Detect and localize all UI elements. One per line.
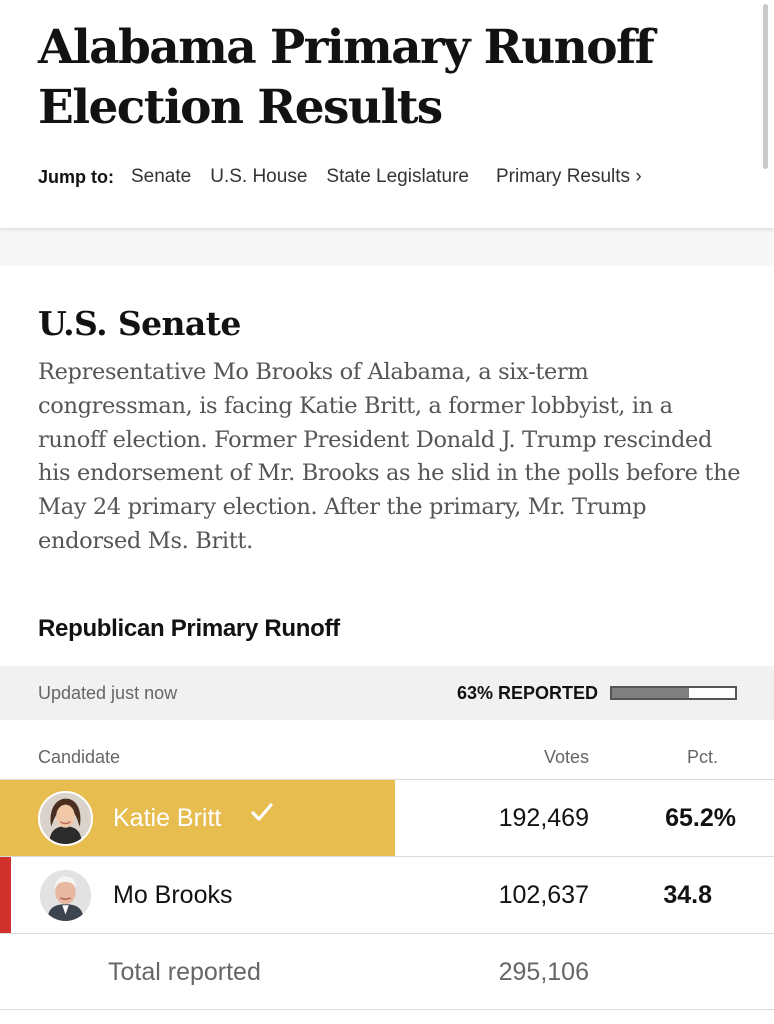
total-votes: 295,106 [498, 958, 589, 986]
winner-check-icon [250, 800, 274, 824]
total-reported-label: Total reported [108, 958, 261, 986]
table-row [0, 856, 774, 933]
candidate-avatar-katie-britt [38, 791, 93, 846]
jump-link-state-legislature[interactable]: State Legislature [326, 166, 469, 187]
party-color-stripe [0, 857, 11, 933]
jump-to-nav [38, 164, 661, 190]
race-title: Republican Primary Runoff [38, 615, 340, 642]
candidate-pct: 65.2% [665, 804, 736, 832]
column-header-candidate: Candidate [38, 747, 121, 767]
jump-to-label: Jump to: [38, 166, 114, 187]
senate-section [0, 266, 774, 1024]
updated-timestamp: Updated just now [38, 683, 178, 703]
table-row [0, 779, 774, 856]
reported-percentage: 63% REPORTED [457, 683, 599, 703]
column-header-pct: Pct. [686, 747, 718, 767]
candidate-votes: 102,637 [498, 881, 589, 909]
header-card [0, 0, 774, 228]
jump-link-primary-results[interactable]: Primary Results › [495, 166, 642, 187]
candidate-name: Katie Britt [113, 804, 222, 832]
jump-link-senate[interactable]: Senate [131, 166, 192, 187]
candidate-avatar-mo-brooks [38, 868, 93, 923]
total-row [0, 933, 774, 1010]
candidate-pct: 34.8 [663, 881, 712, 909]
section-title: U.S. Senate [38, 304, 241, 343]
candidate-votes: 192,469 [498, 804, 589, 832]
section-description: Representative Mo Brooks of Alabama, a six-term congressman, is facing Katie Britt, a former lobbyist, in a runoff election. Former President Donald J. Trump rescinded his endorsement of Mr. Brooks as he slid in the polls before the May 24 primary election. After the primary, Mr. Trump endorsed Ms. Britt. [38, 359, 741, 554]
jump-link-us-house[interactable]: U.S. House [210, 166, 308, 187]
scrollbar[interactable] [763, 4, 768, 169]
column-header-votes: Votes [543, 747, 589, 767]
reported-progress-bar [610, 686, 737, 700]
candidate-name: Mo Brooks [113, 881, 233, 909]
page-title: Alabama Primary Runoff Election Results [38, 20, 654, 135]
progress-fill [612, 688, 689, 698]
status-bar [0, 666, 774, 720]
